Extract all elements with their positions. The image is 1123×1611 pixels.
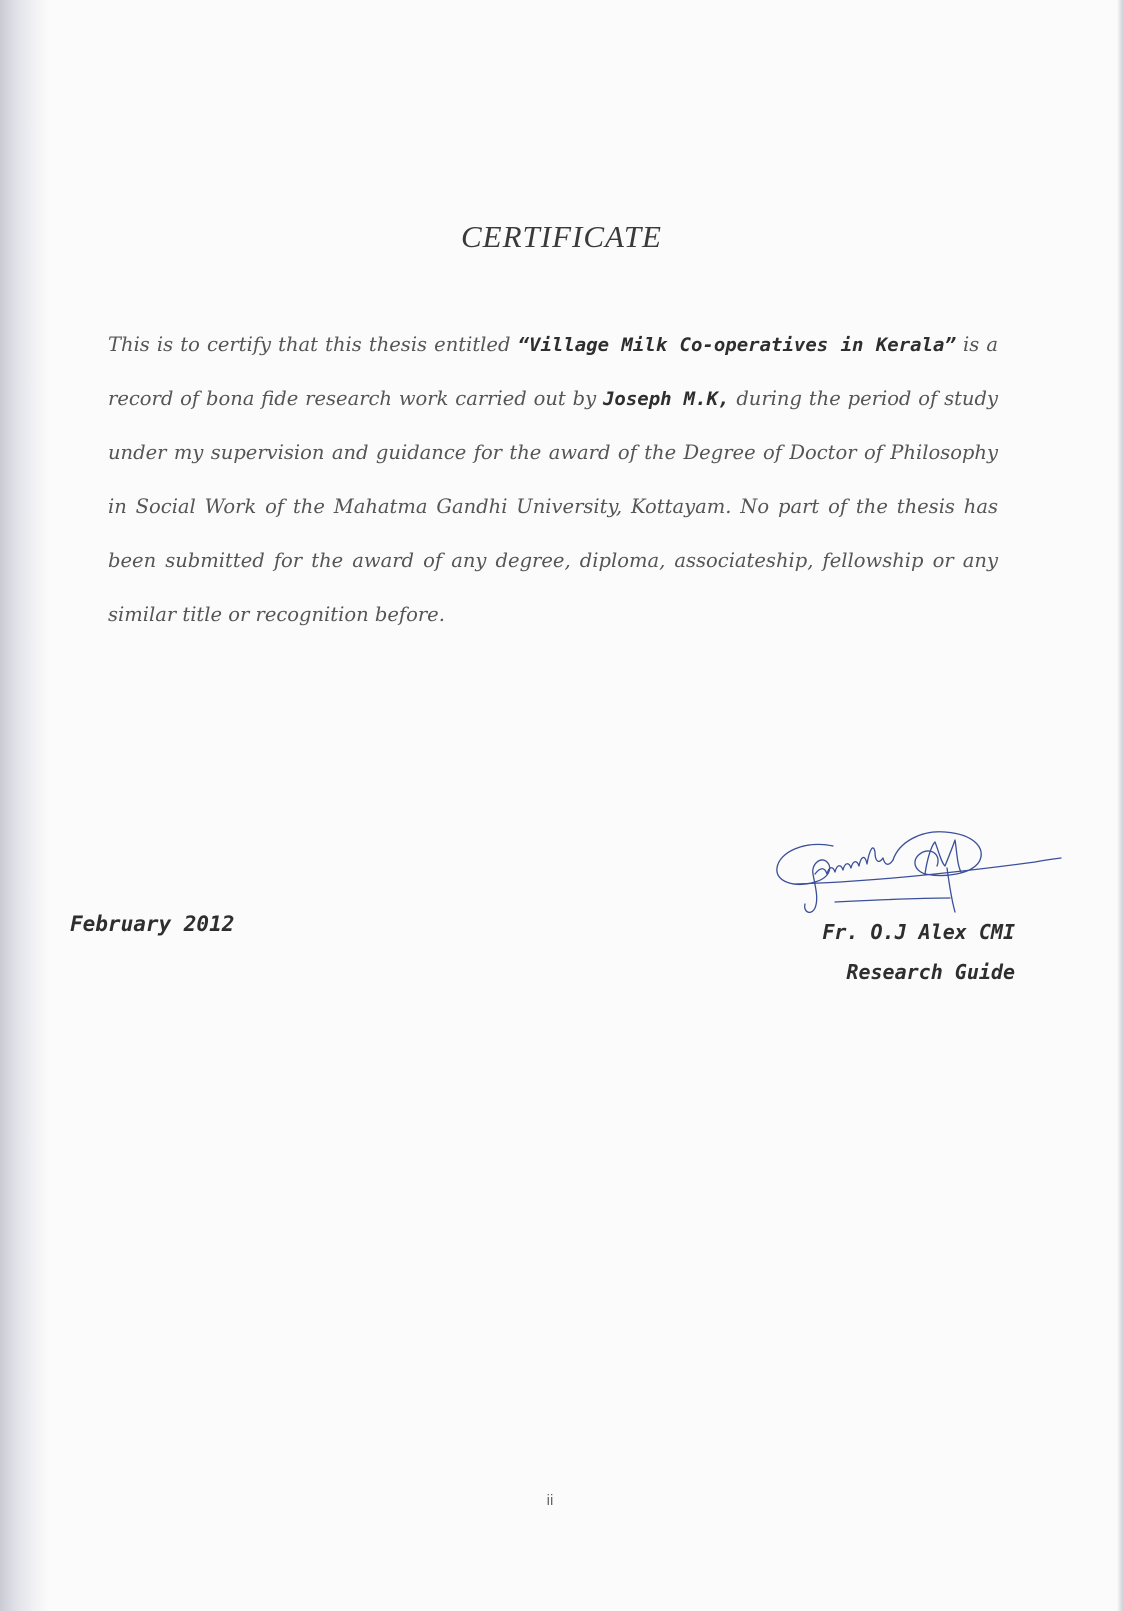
guide-role: Research Guide: [846, 960, 1015, 984]
certificate-paragraph: [108, 318, 998, 642]
signature-image: [775, 812, 1065, 922]
paragraph-middle: is a record of bona fide research work carried out by: [108, 333, 998, 410]
thesis-title: “Village Milk Co-operatives in Kerala”: [517, 334, 956, 356]
paragraph-rest: during the period of study under my supervision and guidance for the award of the Degree of Doctor of Philosophy in Social Work of the Mahatma Gandhi University, Kottayam. No part of the thesis has been submitted for the award of any degree, diploma, associateship, fellowship or any similar title or recognition before.: [108, 387, 998, 626]
certificate-date: February 2012: [70, 912, 235, 936]
guide-name: Fr. O.J Alex CMI: [822, 920, 1015, 944]
page-title: CERTIFICATE: [460, 219, 662, 254]
page-number: ii: [546, 1492, 554, 1509]
paragraph-intro: This is to certify that this thesis entitled: [108, 333, 518, 356]
candidate-name: Joseph M.K,: [602, 388, 730, 410]
